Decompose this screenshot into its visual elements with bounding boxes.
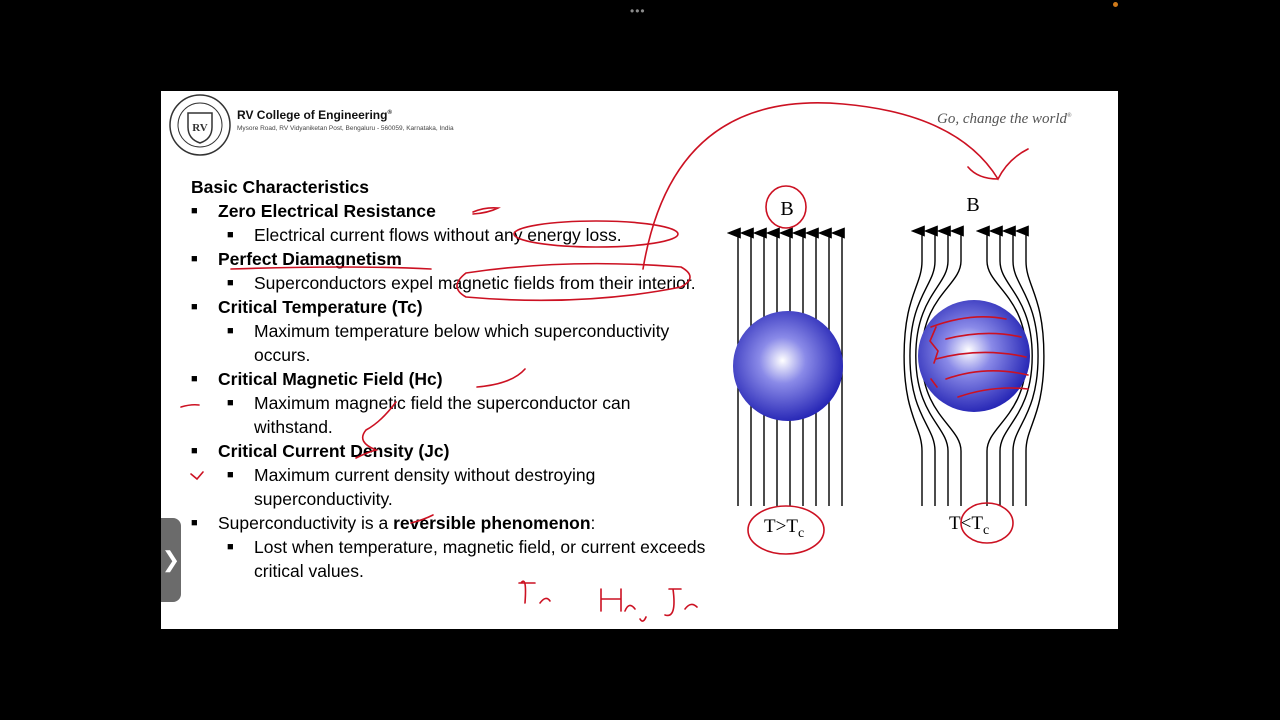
sub-bullet-item: ■ Maximum temperature below which superconductivity occurs. [227, 321, 670, 365]
bullet-icon: ■ [191, 373, 198, 385]
bullet-icon: ■ [191, 253, 198, 265]
slide [161, 91, 1118, 629]
svg-text:RV: RV [192, 122, 208, 134]
camera-indicator [1113, 2, 1118, 7]
condition-label-right: $T<T_c$ [949, 513, 990, 538]
college-logo-icon [168, 93, 232, 157]
side-panel-toggle[interactable]: ❯ [161, 518, 181, 602]
bullet-item: ■ Critical Current Density (Jc) [191, 441, 450, 461]
condition-label-left: $T>T_c$ [764, 516, 805, 541]
bullet-icon: ■ [227, 397, 234, 409]
bullet-list [191, 199, 711, 511]
bullet-icon: ■ [227, 229, 234, 241]
bullet-item: ■ Superconductivity is a reversible phenomenon: [191, 513, 596, 533]
sub-bullet-item: ■ Lost when temperature, magnetic field, or current exceeds critical values. [227, 537, 706, 581]
bullet-icon: ■ [227, 541, 234, 553]
bullet-icon: ■ [191, 205, 198, 217]
field-label-right: B [966, 194, 980, 216]
field-line [1026, 231, 1044, 506]
sub-bullet-item: ■ Superconductors expel magnetic fields from their interior. [227, 273, 696, 293]
section-heading: Basic Characteristics [191, 177, 370, 197]
bullet-icon: ■ [191, 301, 198, 313]
sub-bullet-item: ■ Maximum current density without destroying superconductivity. [227, 465, 596, 509]
bullet-icon: ■ [191, 445, 198, 457]
sub-bullet-item: ■ Electrical current flows without any energy loss. [227, 225, 622, 245]
bullet-item: ■ Critical Magnetic Field (Hc) [191, 369, 443, 389]
tagline: Go, change the world® [937, 111, 1072, 127]
college-name: RV College of Engineering® [237, 108, 392, 122]
bullet-item: ■ Zero Electrical Resistance [191, 201, 436, 221]
field-line [904, 231, 922, 506]
bullet-icon: ■ [227, 325, 234, 337]
college-address: Mysore Road, RV Vidyaniketan Post, Bengaluru - 560059, Karnataka, India [237, 125, 454, 132]
bullet-icon: ■ [227, 469, 234, 481]
bullet-icon: ■ [227, 277, 234, 289]
top-menu-dots[interactable]: ••• [630, 4, 646, 18]
sphere-normal [733, 311, 843, 421]
sub-bullet-item: ■ Maximum magnetic field the superconductor can withstand. [227, 393, 631, 437]
field-label-left: B [780, 198, 794, 220]
meissner-effect-diagram [721, 171, 1081, 591]
sphere-superconducting [918, 300, 1030, 412]
bullet-item: ■ Perfect Diamagnetism [191, 249, 402, 269]
bullet-icon: ■ [191, 517, 198, 529]
bullet-item: ■ Critical Temperature (Tc) [191, 297, 423, 317]
slide-content [191, 175, 711, 583]
